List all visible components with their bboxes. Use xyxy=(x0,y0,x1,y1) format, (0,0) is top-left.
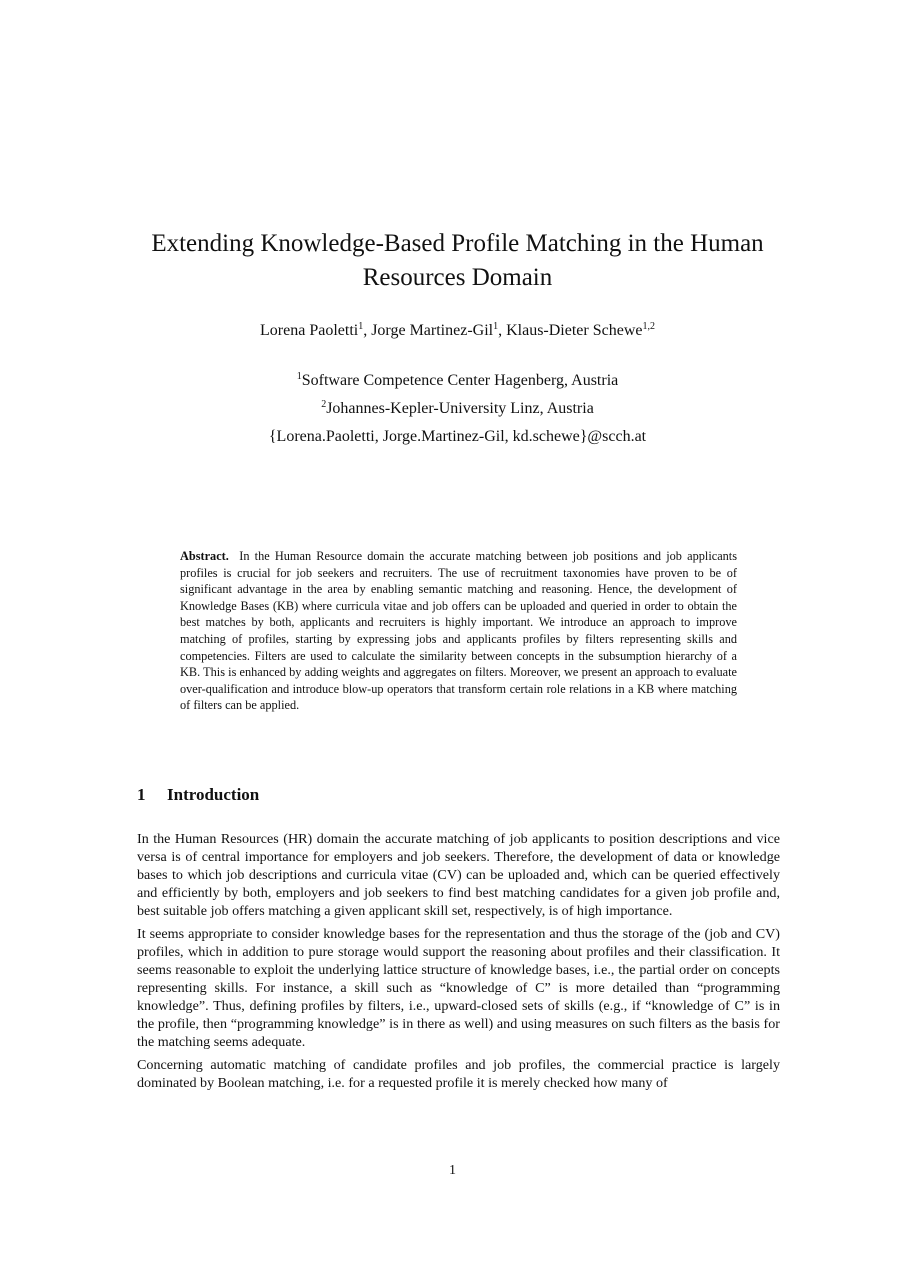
section-number: 1 xyxy=(137,785,146,804)
body-paragraph: Concerning automatic matching of candidate profiles and job profiles, the commercial practice is largely dominated by Boolean matching, i.e. for a requested profile it is merely checked how many of xyxy=(137,1057,780,1091)
author-separator: , xyxy=(498,322,507,339)
affiliation-marker: 2 xyxy=(321,399,327,410)
author-name: Lorena Paoletti xyxy=(260,322,359,339)
affiliation-line xyxy=(60,367,855,395)
author-affiliation-marker: 1 xyxy=(493,321,499,332)
abstract xyxy=(180,548,737,714)
author-list xyxy=(60,322,855,340)
affiliation-text: Software Competence Center Hagenberg, Austria xyxy=(301,372,619,389)
body-paragraph: In the Human Resources (HR) domain the accurate matching of job applicants to position descriptions and vice versa is of central importance for employers and job seekers. Therefore, the development of data or knowledge bases to which job descriptions and curricula vitae (CV) can be uploaded and, which can be queried effectively and efficiently by both, employers and job seekers to find best matching candidates for a given job profile and, best suitable job offers matching a given applicant skill set, respectively, is of high importance. xyxy=(137,831,780,919)
section-heading xyxy=(137,785,259,805)
body-paragraph: It seems appropriate to consider knowledge bases for the representation and thus the storage of the (job and CV) profiles, which in addition to pure storage would support the reasoning about profiles and their classification. It seems reasonable to exploit the underlying lattice structure of knowledge bases, i.e., the partial order on concepts representing skills. For instance, a skill such as “knowledge of C” is more detailed than “programming knowledge”. Thus, defining profiles by filters, i.e., upward-closed sets of skills (e.g., if “knowledge of C” is in the profile, then “programming knowledge” is in there as well) and using measures on such filters as the basis for the matching seems adequate. xyxy=(137,926,780,1050)
author-name: Klaus-Dieter Schewe xyxy=(506,322,643,339)
section-title: Introduction xyxy=(167,785,260,804)
page-number: 1 xyxy=(449,1163,456,1178)
affiliation-line xyxy=(60,395,855,423)
author-affiliation-marker: 1 xyxy=(358,321,364,332)
affiliation-text: Johannes-Kepler-University Linz, Austria xyxy=(326,400,594,417)
author-name: Jorge Martinez-Gil xyxy=(371,322,494,339)
author-affiliation-marker: 1,2 xyxy=(642,321,655,332)
paper-title: Extending Knowledge-Based Profile Matching in the Human Resources Domain xyxy=(151,230,764,291)
abstract-label: Abstract. xyxy=(180,549,229,563)
affiliation-marker: 1 xyxy=(296,371,302,382)
author-separator: , xyxy=(363,322,372,339)
abstract-text: In the Human Resource domain the accurate matching between job positions and job applicants profiles is crucial for job seekers and recruiters. The use of recruitment taxonomies have proven to be of significant advantage in the area by enabling semantic matching and reasoning. Hence, the development of Knowledge Bases (KB) where curricula vitae and job offers can be uploaded and queried in order to obtain the best matches by both, applicants and recruiters is highly important. We introduce an approach to improve matching of profiles, starting by expressing jobs and applicants profiles by filters representing skills and competencies. Filters are used to calculate the similarity between concepts in the subsumption hierarchy of a KB. This is enhanced by adding weights and aggregates on filters. Moreover, we present an approach to evaluate over-qualification and introduce blow-up operators that transform certain role relations in a KB where matching of filters can be applied. xyxy=(180,549,737,713)
section-body xyxy=(137,830,780,1097)
affiliations xyxy=(60,367,855,451)
author-emails: {Lorena.Paoletti, Jorge.Martinez-Gil, kd.schewe}@scch.at xyxy=(268,428,647,445)
